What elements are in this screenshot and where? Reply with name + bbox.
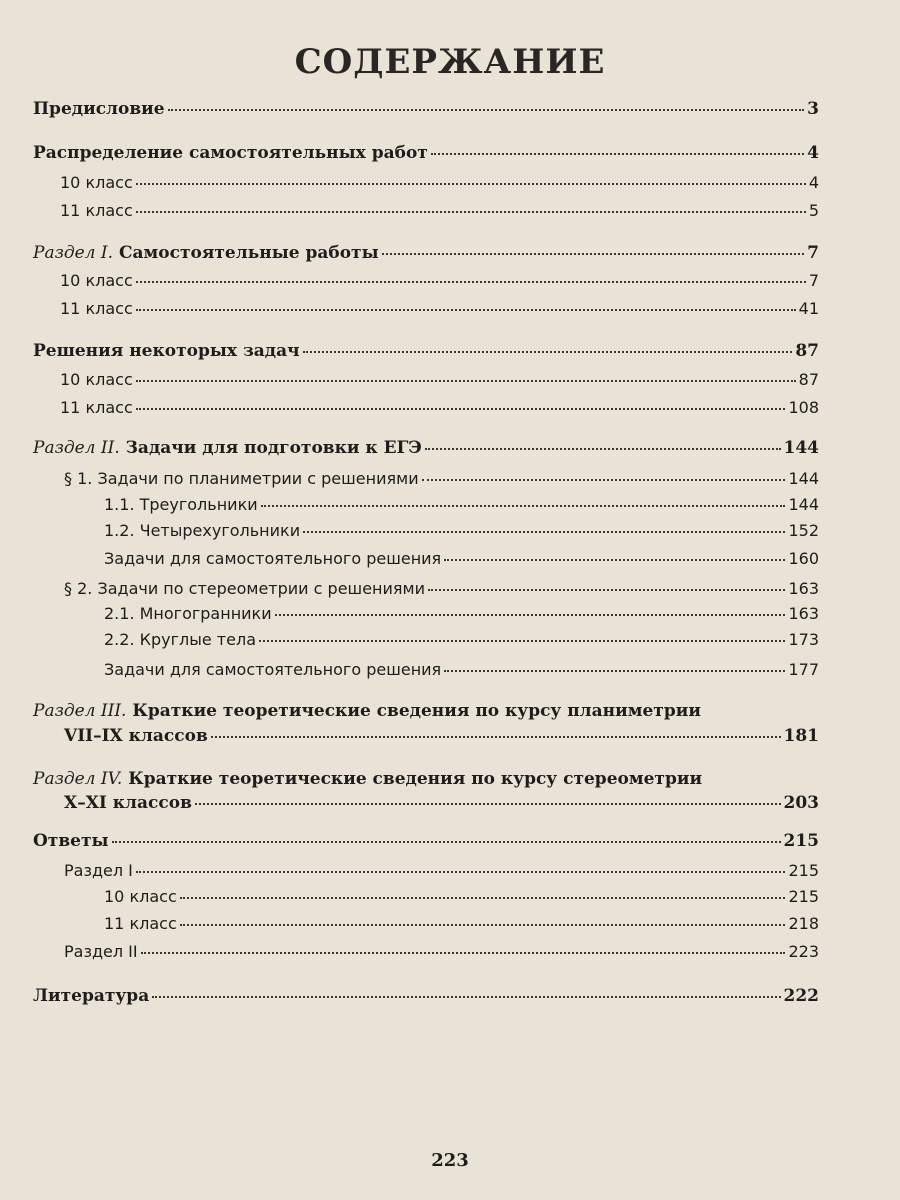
- toc-page-number: 181: [783, 726, 819, 746]
- toc-entry-section-2[interactable]: [33, 437, 819, 459]
- page-title: СОДЕРЖАНИЕ: [294, 42, 606, 82]
- toc-page-number: 4: [808, 173, 819, 192]
- toc-page-number: 7: [808, 271, 819, 290]
- leader-dots: [136, 869, 786, 873]
- toc-entry-grade-11[interactable]: [60, 397, 819, 419]
- toc-page-number: 218: [788, 914, 819, 933]
- toc-entry-label: Краткие теоретические сведения по курсу стереометрии: [128, 769, 703, 789]
- toc-page-number: 41: [798, 299, 819, 318]
- toc-page-number: 144: [788, 469, 819, 488]
- toc-entry-label: 2.1. Многогранники: [104, 604, 272, 623]
- toc-entry-triangles[interactable]: [104, 494, 819, 516]
- toc-entry-answers-section-2[interactable]: [64, 941, 819, 963]
- toc-entry-literature[interactable]: [33, 985, 819, 1007]
- toc-entry-label: § 1. Задачи по планиметрии с решениями: [64, 469, 419, 488]
- leader-dots: [422, 477, 786, 481]
- toc-page-number: 7: [807, 243, 819, 263]
- section-prefix: Раздел IV.: [33, 769, 123, 789]
- leader-dots: [136, 406, 786, 410]
- leader-dots: [303, 529, 785, 533]
- toc-entry-label: 1.2. Четырехугольники: [104, 521, 301, 540]
- toc-entry-grade-10[interactable]: [104, 886, 819, 908]
- toc-entry-continuation: X–XI классов: [64, 793, 192, 813]
- toc-entry-label: Предисловие: [33, 99, 165, 119]
- toc-entry-label: Задачи для подготовки к ЕГЭ: [125, 438, 422, 458]
- toc-entry-label: 11 класс: [60, 299, 133, 318]
- toc-page-number: 144: [788, 495, 819, 514]
- toc-entry-label: 2.2. Круглые тела: [104, 630, 256, 649]
- leader-dots: [275, 612, 786, 616]
- page-number: 223: [431, 1150, 469, 1171]
- toc-entry-label: Самостоятельные работы: [118, 243, 379, 263]
- toc-page-number: 173: [788, 630, 819, 649]
- leader-dots: [431, 151, 804, 155]
- toc-entry-section-3[interactable]: [64, 725, 819, 747]
- toc-entry-distribution[interactable]: [33, 142, 819, 164]
- leader-dots: [180, 895, 786, 899]
- toc-entry-continuation: VII–IX классов: [64, 726, 208, 746]
- leader-dots: [136, 209, 806, 213]
- toc-entry-solutions[interactable]: [33, 340, 819, 362]
- toc-entry-grade-10[interactable]: [60, 270, 819, 292]
- toc-entry-label: Литература: [33, 986, 150, 1006]
- toc-page-number: 163: [788, 579, 819, 598]
- toc-page-number: 4: [807, 143, 819, 163]
- leader-dots: [136, 279, 806, 283]
- toc-entry-round-bodies[interactable]: [104, 629, 819, 651]
- leader-dots: [444, 668, 785, 672]
- toc-page-number: 222: [783, 986, 819, 1006]
- toc-entry-label: Задачи для самостоятельного решения: [104, 660, 442, 679]
- toc-entry-answers[interactable]: [33, 830, 819, 852]
- toc-entry-grade-11[interactable]: [104, 913, 819, 935]
- toc-page-number: 87: [798, 370, 819, 389]
- toc-entry-label: 1.1. Треугольники: [104, 495, 258, 514]
- toc-page-number: 87: [795, 341, 819, 361]
- toc-entry-label: Раздел II: [64, 942, 138, 961]
- toc-entry-label: 11 класс: [60, 398, 133, 417]
- toc-entry-label: 10 класс: [104, 887, 177, 906]
- leader-dots: [136, 378, 796, 382]
- toc-entry-grade-10[interactable]: [60, 172, 819, 194]
- section-prefix: Раздел III.: [33, 701, 127, 721]
- toc-page-number: 144: [783, 438, 819, 458]
- toc-entry-label: Раздел I: [64, 861, 133, 880]
- toc-entry-label: Ответы: [33, 831, 109, 851]
- toc-entry-section-1[interactable]: [33, 242, 819, 264]
- toc-page-number: 160: [788, 549, 819, 568]
- leader-dots: [261, 503, 786, 507]
- toc-page-number: 223: [788, 942, 819, 961]
- toc-entry-label: 11 класс: [104, 914, 177, 933]
- toc-page-number: 203: [783, 793, 819, 813]
- leader-dots: [444, 557, 785, 561]
- toc-entry-grade-11[interactable]: [60, 200, 819, 222]
- toc-entry-answers-section-1[interactable]: [64, 860, 819, 882]
- toc-entry-label: Распределение самостоятельных работ: [33, 143, 428, 163]
- toc-page-number: 163: [788, 604, 819, 623]
- leader-dots: [382, 251, 805, 255]
- toc-page-number: 215: [783, 831, 819, 851]
- leader-dots: [425, 446, 781, 450]
- toc-entry-label: 10 класс: [60, 370, 133, 389]
- section-prefix: Раздел I.: [33, 243, 114, 263]
- leader-dots: [195, 801, 781, 805]
- toc-entry-label: 11 класс: [60, 201, 133, 220]
- leader-dots: [259, 638, 785, 642]
- toc-entry-label: 10 класс: [60, 271, 133, 290]
- toc-entry-label: Краткие теоретические сведения по курсу планиметрии: [132, 701, 701, 721]
- toc-entry-label: § 2. Задачи по стереометрии с решениями: [64, 579, 425, 598]
- leader-dots: [303, 349, 793, 353]
- leader-dots: [141, 950, 786, 954]
- toc-entry-section-4[interactable]: [64, 792, 819, 814]
- toc-entry-grade-10[interactable]: [60, 369, 819, 391]
- toc-page-number: 5: [808, 201, 819, 220]
- leader-dots: [211, 734, 781, 738]
- section-prefix: Раздел II.: [33, 438, 120, 458]
- leader-dots: [180, 922, 786, 926]
- toc-page-number: 3: [807, 99, 819, 119]
- toc-entry-polyhedra[interactable]: [104, 603, 819, 625]
- toc-entry-quadrilaterals[interactable]: [104, 520, 819, 542]
- toc-entry-section-3-heading: [33, 700, 701, 722]
- toc-entry-preface[interactable]: [33, 98, 819, 120]
- toc-page-number: 108: [788, 398, 819, 417]
- leader-dots: [112, 839, 781, 843]
- leader-dots: [136, 307, 796, 311]
- toc-entry-label: Задачи для самостоятельного решения: [104, 549, 442, 568]
- toc-page-number: 215: [788, 887, 819, 906]
- toc-entry-self-study-2[interactable]: [104, 659, 819, 681]
- leader-dots: [168, 107, 805, 111]
- leader-dots: [428, 587, 785, 591]
- toc-entry-paragraph-2[interactable]: [64, 578, 819, 600]
- leader-dots: [136, 181, 806, 185]
- toc-entry-paragraph-1[interactable]: [64, 468, 819, 490]
- toc-page-number: 152: [788, 521, 819, 540]
- leader-dots: [152, 994, 780, 998]
- toc-entry-self-study-1[interactable]: [104, 548, 819, 570]
- toc-entry-grade-11[interactable]: [60, 298, 819, 320]
- toc-entry-label: 10 класс: [60, 173, 133, 192]
- toc-page-number: 215: [788, 861, 819, 880]
- toc-page-number: 177: [788, 660, 819, 679]
- toc-entry-section-4-heading: [33, 768, 702, 790]
- toc-entry-label: Решения некоторых задач: [33, 341, 300, 361]
